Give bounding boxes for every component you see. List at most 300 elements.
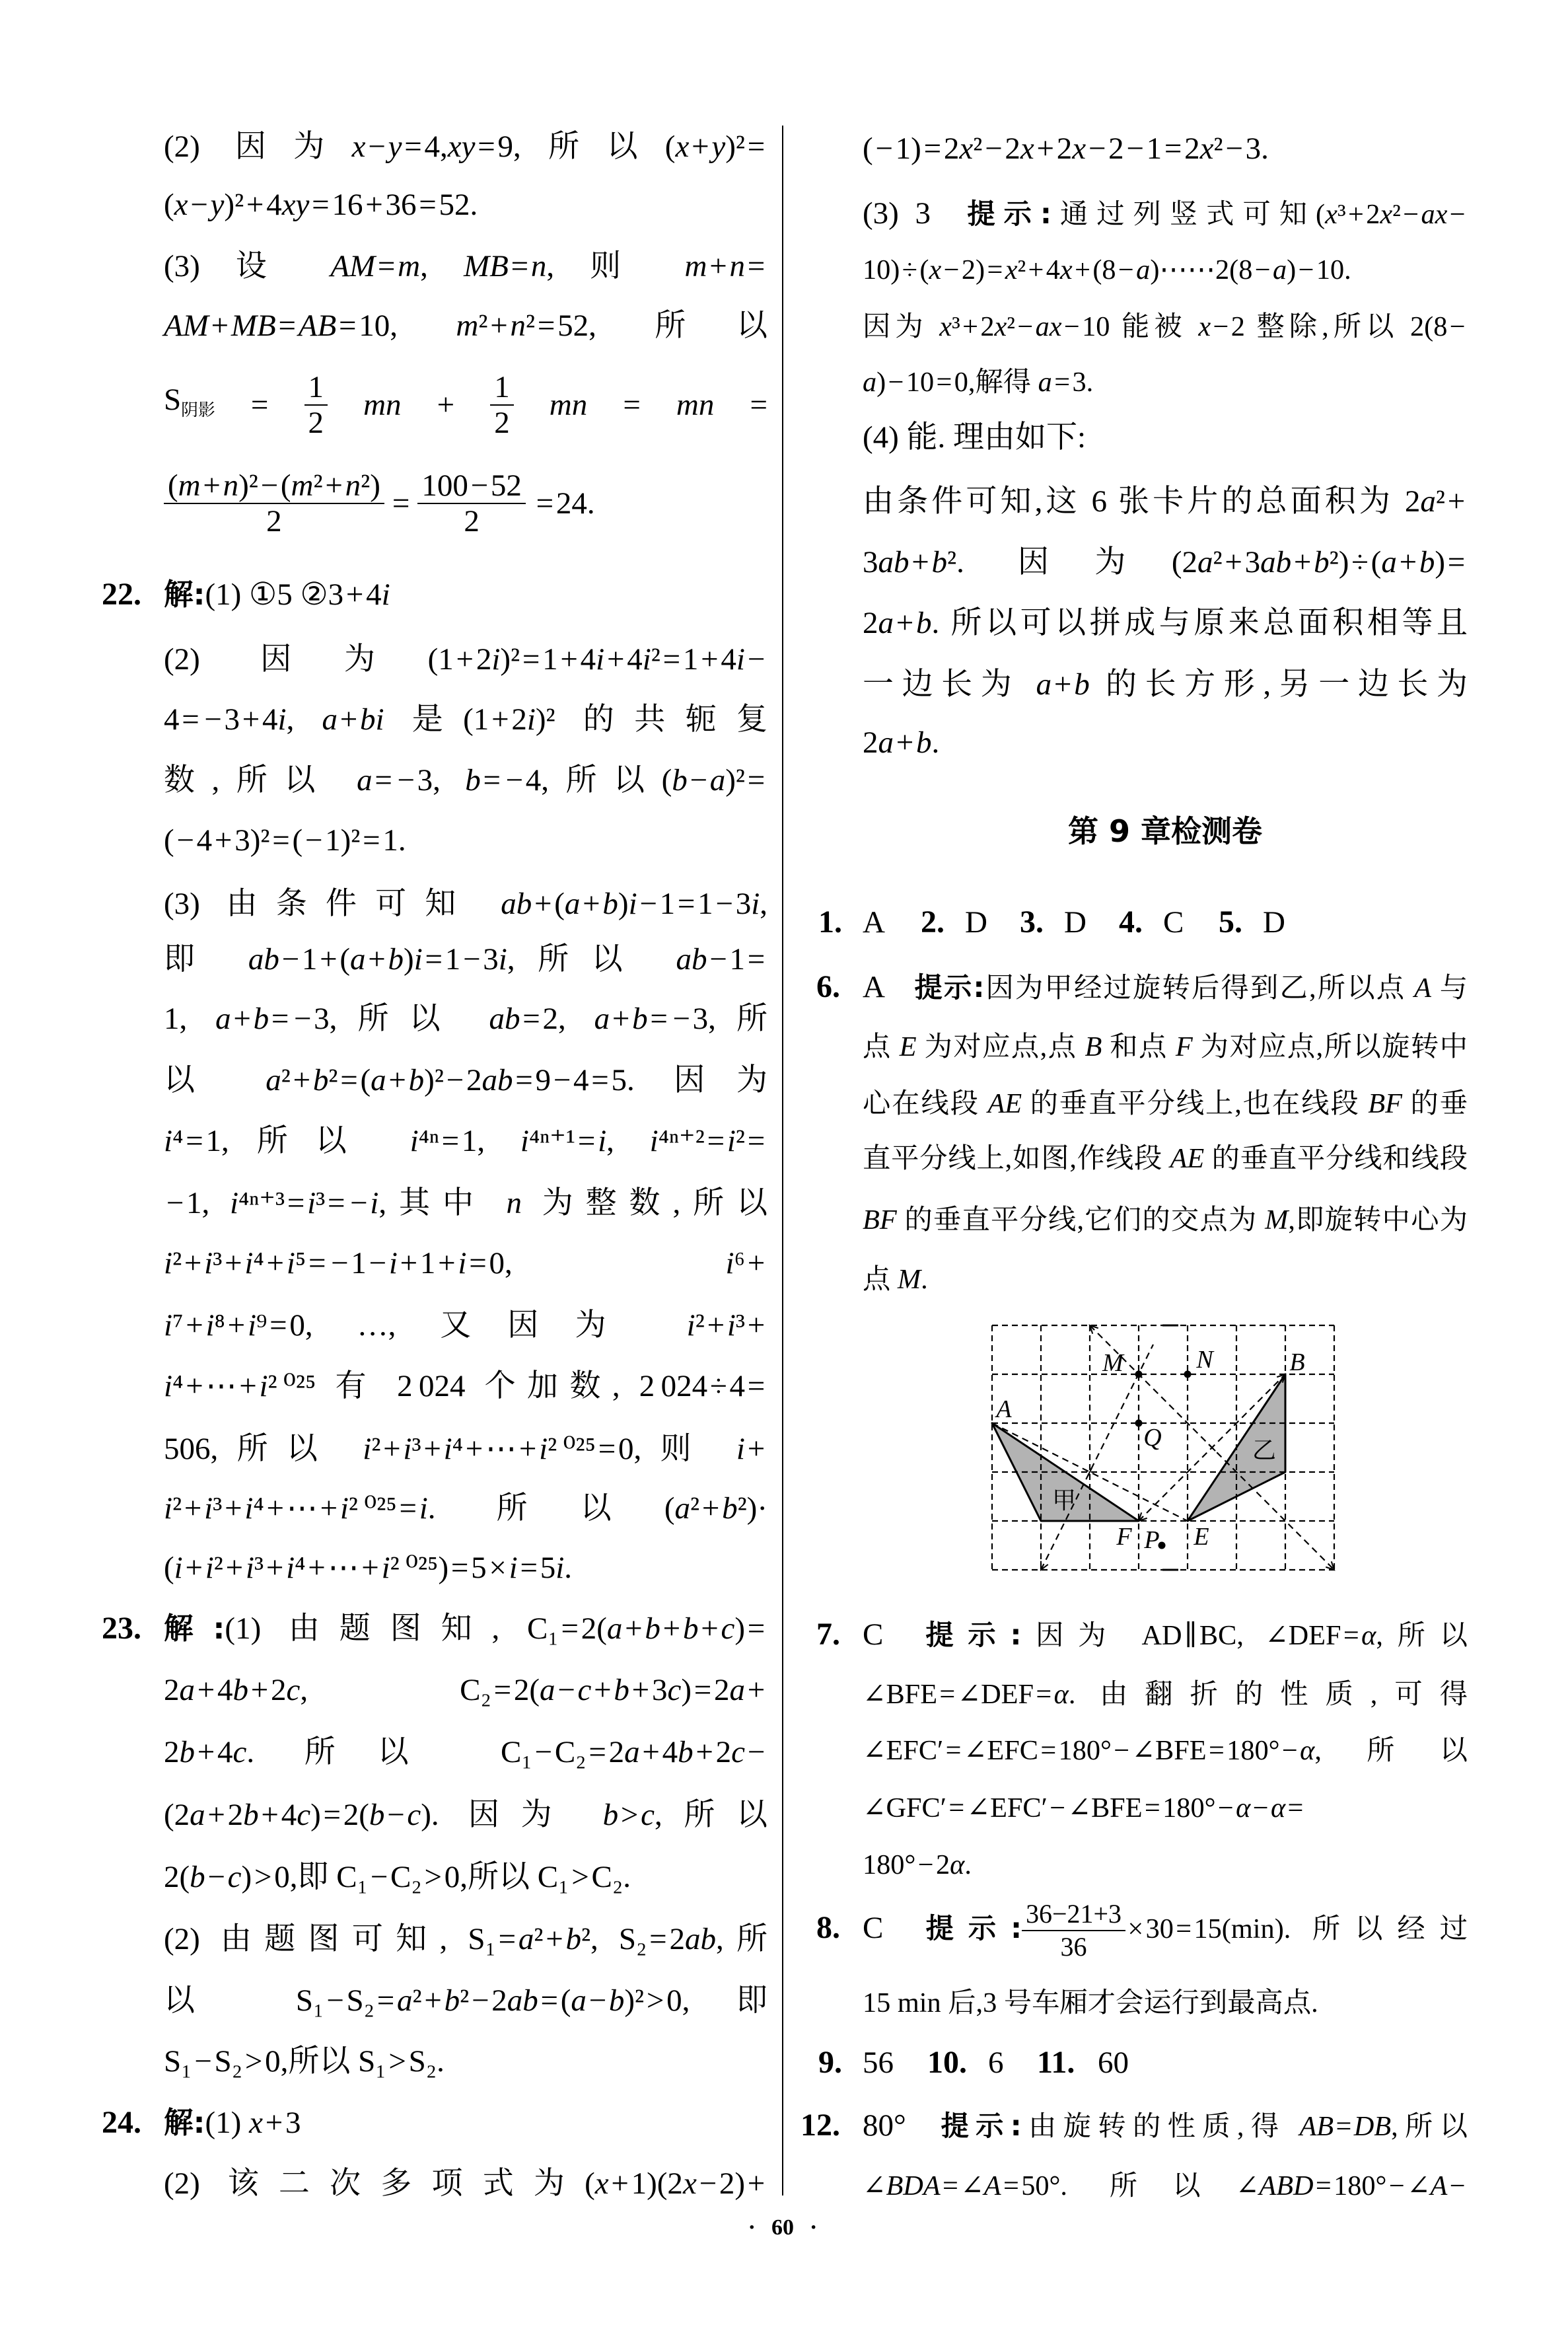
math-operator: = bbox=[650, 1002, 668, 1036]
question-first-line bbox=[816, 1895, 1468, 1962]
math-variable: S bbox=[295, 1983, 314, 2018]
math-operator: + bbox=[361, 1551, 379, 1585]
math-variable: a bbox=[357, 763, 373, 797]
math-operator: − bbox=[331, 1246, 349, 1280]
text-line: 由条件可知,这 6 张卡片的总面积为 2a²+ bbox=[863, 482, 1468, 521]
math-operator: = bbox=[1054, 367, 1071, 398]
question-number: 10. bbox=[927, 2045, 967, 2080]
text-line: i⁴=1,所以 i⁴ⁿ=1, i⁴ⁿ⁺¹=i, i⁴ⁿ⁺²=i²= bbox=[164, 1121, 767, 1161]
math-variable: xy bbox=[281, 188, 310, 222]
math-variable: a bbox=[518, 1922, 534, 1956]
math-operator: = bbox=[441, 1124, 460, 1158]
math-variable: b bbox=[565, 1922, 581, 1956]
hint-line bbox=[863, 1199, 1468, 1239]
text-line: i⁴+⋯+i² ⁰²⁵ 有 2 024 个加数, 2 024÷4= bbox=[164, 1366, 767, 1406]
math-operator: − bbox=[1063, 311, 1080, 342]
math-variable: x bbox=[1059, 254, 1073, 285]
math-variable: α bbox=[950, 1849, 965, 1880]
math-operator: − bbox=[917, 1849, 934, 1880]
math-operator: = bbox=[272, 823, 290, 858]
question-number: 3. bbox=[1020, 904, 1044, 940]
math-variable: BC bbox=[1199, 1620, 1237, 1651]
question-number: 24. bbox=[102, 2105, 141, 2140]
math-operator: = bbox=[649, 1922, 667, 1956]
math-operator: = bbox=[694, 1673, 712, 1707]
math-variable: m bbox=[684, 249, 707, 283]
math-operator: − bbox=[194, 2044, 212, 2079]
math-variable: xy bbox=[447, 129, 476, 164]
math-variable: i bbox=[204, 1491, 213, 1526]
math-variable: x bbox=[174, 188, 188, 222]
fill-answers-row bbox=[818, 2043, 1147, 2083]
math-variable: AM bbox=[330, 249, 376, 283]
math-operator: = bbox=[498, 1922, 517, 1956]
answer-text: (1) x+3 bbox=[205, 2106, 301, 2140]
text-line: 2b+4c. 所以 C₁−C₂=2a+4b+2c− bbox=[164, 1732, 767, 1772]
math-variable: b bbox=[602, 887, 618, 921]
math-variable: AB bbox=[1299, 2111, 1334, 2142]
text-line: (2) 由题图可知, S₁=a²+b², S₂=2ab,所 bbox=[164, 1922, 768, 1956]
equals-sign: = bbox=[623, 388, 641, 422]
answer-value: C bbox=[863, 1617, 884, 1652]
math-operator: − bbox=[1126, 131, 1144, 166]
page-number bbox=[684, 2211, 882, 2244]
term-mn: mn bbox=[549, 388, 588, 422]
math-operator: = bbox=[936, 367, 952, 398]
math-operator: = bbox=[1144, 1792, 1160, 1824]
math-variable: i bbox=[555, 1551, 565, 1585]
math-variable: a bbox=[1381, 545, 1397, 579]
math-operator: + bbox=[345, 577, 364, 612]
math-operator: − bbox=[699, 2166, 717, 2201]
column-divider bbox=[782, 126, 783, 2196]
math-operator: − bbox=[1449, 2170, 1466, 2201]
question-first-line bbox=[102, 575, 767, 614]
choice-answer bbox=[921, 903, 1020, 942]
math-operator: + bbox=[233, 1002, 251, 1036]
math-operator: − bbox=[1217, 1792, 1234, 1824]
answer-value: A bbox=[863, 970, 885, 1004]
answer-value: (3) 3 bbox=[863, 196, 931, 231]
math-operator: = bbox=[537, 309, 555, 343]
math-variable: c bbox=[577, 1673, 592, 1707]
math-operator: − bbox=[326, 1983, 344, 2018]
math-operator: + bbox=[1225, 545, 1242, 579]
math-variable: DEF bbox=[981, 1679, 1034, 1710]
math-operator: − bbox=[260, 468, 279, 503]
math-variable: m bbox=[398, 249, 421, 283]
math-variable: x bbox=[994, 311, 1007, 342]
math-variable: α bbox=[1236, 1792, 1251, 1824]
math-operator: + bbox=[911, 545, 929, 579]
math-variable: AE bbox=[987, 1088, 1022, 1119]
math-variable: ab bbox=[684, 1922, 716, 1956]
math-operator: − bbox=[888, 367, 904, 398]
math-operator: = bbox=[323, 1798, 341, 1832]
math-variable: b bbox=[614, 1673, 629, 1707]
math-variable: i bbox=[164, 1246, 173, 1280]
math-operator: = bbox=[923, 131, 942, 166]
hint-text: 直平分线上,如图,作线段 AE 的垂直平分线和线段 bbox=[863, 1143, 1468, 1174]
hint-label: 提示: bbox=[911, 1619, 1022, 1651]
math-operator: + bbox=[225, 1491, 242, 1526]
hint-text: 因为甲经过旋转后得到乙,所以点 A 与 bbox=[984, 973, 1468, 1004]
text-line: −1, i⁴ⁿ⁺³=i³= −i,其中 n 为整数,所以 bbox=[164, 1183, 767, 1223]
math-operator: − bbox=[1388, 2170, 1405, 2201]
math-variable: a bbox=[350, 942, 366, 977]
text-line: i⁷+i⁸+i⁹=0, …, 又因为 i²+i³+ bbox=[164, 1306, 767, 1345]
math-variable: F bbox=[1175, 1031, 1193, 1062]
question-number: 7. bbox=[816, 1617, 840, 1652]
answer-value: D bbox=[965, 905, 987, 940]
answer-value: A bbox=[863, 905, 885, 940]
math-variable: c bbox=[667, 1673, 682, 1707]
math-operator: + bbox=[211, 309, 229, 343]
math-variable: ab bbox=[248, 942, 279, 977]
hint-text: BF 的垂直平分线,它们的交点为 M,即旋转中心为 bbox=[863, 1204, 1468, 1236]
math-variable: B bbox=[1085, 1031, 1102, 1062]
solve-label: 解: bbox=[164, 577, 205, 612]
math-variable: ax bbox=[1035, 311, 1062, 342]
math-operator: = bbox=[450, 1551, 469, 1585]
math-variable: i bbox=[205, 1308, 215, 1343]
math-operator: − bbox=[1281, 1735, 1298, 1766]
hint-text: 10)÷(x−2)=x²+4x+(8−a)⋯⋯2(8−a)−10. bbox=[863, 254, 1351, 285]
math-variable: M bbox=[1265, 1204, 1289, 1236]
fraction-denominator: 2 bbox=[266, 504, 282, 538]
math-variable: b bbox=[645, 1611, 660, 1646]
math-operator: = bbox=[522, 1002, 540, 1036]
math-operator: + bbox=[747, 1308, 766, 1343]
math-operator: = bbox=[363, 823, 380, 858]
math-variable: i bbox=[598, 1124, 607, 1158]
equals-sign: = bbox=[750, 388, 767, 422]
math-operator: − bbox=[1225, 131, 1243, 166]
area-symbol bbox=[164, 367, 215, 443]
math-variable: c bbox=[297, 1798, 311, 1832]
label-Q: Q bbox=[1143, 1424, 1162, 1452]
math-operator: = bbox=[376, 1983, 395, 2018]
math-operator: + bbox=[293, 1063, 311, 1097]
math-variable: α bbox=[1300, 1735, 1315, 1766]
label-M: M bbox=[1102, 1349, 1123, 1377]
math-operator: + bbox=[423, 1432, 441, 1466]
math-operator: + bbox=[261, 1798, 279, 1832]
hint-label: 提示: bbox=[958, 198, 1051, 230]
math-variable: α bbox=[1361, 1620, 1376, 1651]
question-number: 23. bbox=[102, 1611, 141, 1646]
math-operator: = bbox=[577, 1124, 596, 1158]
math-operator: = bbox=[1208, 1735, 1225, 1766]
math-operator: + bbox=[250, 1673, 269, 1707]
math-variable: c bbox=[721, 1611, 735, 1646]
math-operator: = bbox=[1003, 2170, 1019, 2201]
choice-answer bbox=[818, 903, 921, 942]
math-variable: x bbox=[1005, 254, 1018, 285]
text-line: 506,所以 i²+i³+i⁴+⋯+i² ⁰²⁵=0,则 i+ bbox=[164, 1429, 767, 1469]
math-operator: = bbox=[278, 309, 297, 343]
math-operator: − bbox=[557, 1673, 575, 1707]
math-operator: − bbox=[281, 942, 300, 977]
math-variable: i bbox=[736, 1432, 745, 1466]
math-operator: + bbox=[560, 642, 578, 677]
math-operator: + bbox=[1399, 545, 1417, 579]
math-variable: a bbox=[1272, 254, 1287, 285]
math-variable: ab bbox=[507, 1983, 538, 2018]
math-variable: BF bbox=[863, 1204, 897, 1236]
math-variable: i bbox=[491, 642, 501, 677]
math-operator: − bbox=[370, 1860, 388, 1894]
math-operator: + bbox=[438, 1246, 456, 1280]
math-operator: = bbox=[1343, 1620, 1359, 1651]
math-operator: = bbox=[478, 129, 495, 164]
math-variable: M bbox=[897, 1264, 921, 1295]
area-result-formula bbox=[164, 470, 767, 536]
math-variable: c bbox=[731, 1735, 745, 1769]
math-operator: = bbox=[747, 1611, 766, 1646]
hint-text: ∠GFC′=∠EFC′−∠BFE=180°−α−α= bbox=[863, 1792, 1306, 1824]
math-variable: b bbox=[232, 1673, 249, 1707]
math-operator: + bbox=[611, 2166, 629, 2201]
math-operator: + bbox=[1075, 254, 1090, 285]
hint-text: 心在线段 AE 的垂直平分线上,也在线段 BF 的垂 bbox=[863, 1088, 1468, 1119]
math-variable: x bbox=[929, 254, 942, 285]
math-variable: x bbox=[1199, 131, 1214, 166]
math-variable: i bbox=[403, 1432, 412, 1466]
math-variable: AB bbox=[298, 309, 337, 343]
fill-answer bbox=[1037, 2043, 1147, 2083]
math-operator: + bbox=[709, 249, 727, 283]
math-operator: − bbox=[1213, 311, 1229, 342]
text-line: (2) 因为x−y=4,xy=9,所以(x+y)²= bbox=[164, 127, 767, 166]
term-mn: mn bbox=[676, 388, 715, 422]
math-operator: + bbox=[701, 1491, 720, 1526]
hint-line bbox=[863, 1787, 1468, 1827]
math-operator: > bbox=[424, 1860, 442, 1894]
math-variable: i bbox=[204, 1246, 213, 1280]
math-operator: > bbox=[388, 2044, 406, 2079]
math-variable: a bbox=[215, 1002, 231, 1036]
page-number-dot: · bbox=[810, 2215, 818, 2240]
math-operator: = bbox=[374, 763, 392, 797]
math-operator: = bbox=[948, 1792, 965, 1824]
math-operator: + bbox=[266, 1246, 285, 1280]
math-operator: = bbox=[287, 1186, 305, 1220]
math-variable: a bbox=[1038, 367, 1052, 398]
math-variable: i bbox=[286, 1246, 295, 1280]
question-first-line bbox=[816, 1615, 1468, 1654]
math-variable: a bbox=[540, 1673, 555, 1707]
math-variable: i bbox=[339, 1491, 349, 1526]
math-variable: b bbox=[608, 1983, 625, 2018]
math-operator: = bbox=[1040, 1735, 1057, 1766]
math-operator: − bbox=[747, 1735, 766, 1769]
math-operator: > bbox=[646, 1983, 664, 2018]
math-operator: = bbox=[515, 1063, 533, 1097]
hint-text: ∠EFC′=∠EFC=180°−∠BFE=180°−α,所以 bbox=[863, 1735, 1468, 1766]
math-operator: − bbox=[1017, 311, 1034, 342]
math-variable: i bbox=[277, 702, 287, 737]
math-operator: + bbox=[1053, 667, 1072, 702]
math-variable: n bbox=[345, 468, 361, 503]
math-variable: x bbox=[249, 2106, 263, 2140]
math-variable: ab bbox=[501, 887, 532, 921]
math-variable: i bbox=[244, 1246, 254, 1280]
math-operator: + bbox=[692, 129, 709, 164]
math-variable: C bbox=[501, 1735, 522, 1769]
math-operator: = bbox=[404, 129, 422, 164]
math-operator: − bbox=[639, 887, 657, 921]
hint-line bbox=[863, 1844, 1468, 1884]
hint-text: 点 M. bbox=[863, 1264, 928, 1295]
math-operator: − bbox=[176, 823, 194, 858]
math-operator: − bbox=[397, 763, 415, 797]
rotation-figure bbox=[978, 1308, 1347, 1586]
question-number: 11. bbox=[1037, 2045, 1075, 2080]
math-operator: − bbox=[1114, 1735, 1130, 1766]
math-operator: = bbox=[747, 249, 766, 283]
math-operator: + bbox=[896, 725, 914, 760]
unit-text: min bbox=[1230, 1913, 1275, 1944]
math-operator: + bbox=[625, 1611, 643, 1646]
math-operator: + bbox=[246, 188, 264, 222]
math-variable: b bbox=[369, 1798, 385, 1832]
math-variable: n bbox=[530, 249, 547, 283]
math-variable: ab bbox=[481, 1063, 513, 1097]
answer-text: (1) 由题图知, C₁=2(a+b+b+c)= bbox=[225, 1611, 767, 1646]
equals-sign: = bbox=[250, 388, 269, 422]
math-variable: b bbox=[632, 1002, 648, 1036]
math-operator: = bbox=[747, 129, 766, 164]
text-line: 一边长为 a+b 的长方形,另一边长为 bbox=[863, 667, 1468, 702]
math-operator: − bbox=[369, 1246, 387, 1280]
math-operator: + bbox=[594, 1673, 612, 1707]
math-variable: b bbox=[1314, 545, 1330, 579]
math-operator: + bbox=[546, 1922, 563, 1956]
math-operator: = bbox=[328, 1186, 345, 1220]
math-variable: i bbox=[229, 1186, 238, 1220]
text-line: (2) 因为(1+2i)²=1+4i+4i²=1+4i− bbox=[164, 640, 767, 679]
math-operator: − bbox=[553, 1063, 571, 1097]
math-operator: + bbox=[186, 1308, 203, 1343]
math-operator: − bbox=[1449, 199, 1466, 230]
text-line: 1, a+b= −3,所以 ab=2, a+b= −3,所 bbox=[164, 1002, 768, 1036]
math-variable: a bbox=[179, 1673, 195, 1707]
fraction-numerator: 1 bbox=[304, 371, 328, 406]
math-variable: i bbox=[649, 1124, 659, 1158]
math-operator: − bbox=[588, 1983, 607, 2018]
math-variable: b bbox=[682, 1611, 699, 1646]
math-variable: b bbox=[465, 763, 481, 797]
math-variable: i bbox=[307, 1186, 316, 1220]
choice-answer bbox=[1020, 903, 1119, 942]
math-variable: BFE bbox=[1155, 1735, 1207, 1766]
math-variable: b bbox=[1419, 545, 1435, 579]
math-operator: > bbox=[620, 1798, 639, 1832]
math-operator: + bbox=[456, 642, 474, 677]
math-operator: + bbox=[612, 1002, 630, 1036]
math-variable: n bbox=[729, 249, 745, 283]
math-operator: + bbox=[1348, 199, 1364, 230]
math-operator: + bbox=[695, 1735, 713, 1769]
text-line: (x−y)²+4xy=16+36=52. bbox=[164, 188, 478, 222]
math-variable: x bbox=[959, 131, 974, 166]
math-operator: + bbox=[1293, 545, 1312, 579]
math-operator: = bbox=[747, 763, 766, 797]
text-line: (−1)=2x²−2x+2x−2−1=2x²−3. bbox=[863, 131, 1269, 166]
math-variable: i bbox=[727, 1308, 736, 1343]
math-operator: ÷ bbox=[902, 254, 917, 285]
math-variable: a bbox=[674, 1491, 690, 1526]
math-variable: a bbox=[1136, 254, 1151, 285]
hint-text: 点 E 为对应点,点 B 和点 F 为对应点,所以旋转中 bbox=[863, 1031, 1468, 1062]
question-number: 6. bbox=[816, 969, 840, 1004]
math-variable: m bbox=[178, 468, 201, 503]
math-operator: + bbox=[186, 1369, 203, 1403]
math-variable: S bbox=[358, 2044, 376, 2079]
math-operator: − bbox=[985, 131, 1003, 166]
math-variable: MB bbox=[463, 249, 509, 283]
math-operator: − bbox=[293, 1002, 312, 1036]
math-variable: a bbox=[878, 725, 894, 760]
math-operator: = bbox=[338, 309, 357, 343]
math-operator: + bbox=[266, 1551, 284, 1585]
answer-value: C bbox=[863, 1911, 884, 1945]
area-subscript: 阴影 bbox=[181, 400, 215, 420]
math-operator: − bbox=[304, 823, 323, 858]
label-P: P bbox=[1144, 1526, 1160, 1554]
text-line: 以 S₁−S₂=a²+b²−2ab=(a−b)²>0,即 bbox=[164, 1983, 767, 2018]
math-operator: = bbox=[540, 1983, 558, 2018]
question-number: 22. bbox=[102, 577, 141, 612]
math-variable: ax bbox=[1421, 199, 1448, 230]
math-operator: − bbox=[463, 942, 481, 977]
math-operator: − bbox=[1050, 1792, 1066, 1824]
math-variable: a bbox=[878, 606, 894, 640]
question-number: 8. bbox=[816, 1910, 840, 1945]
math-variable: a bbox=[266, 1063, 281, 1097]
math-operator: − bbox=[1118, 254, 1134, 285]
math-variable: BDA bbox=[886, 2170, 941, 2201]
math-operator: − bbox=[470, 468, 489, 503]
math-variable: c bbox=[227, 1860, 242, 1894]
math-variable: b bbox=[678, 1735, 694, 1769]
math-operator: + bbox=[225, 1246, 242, 1280]
math-operator: − bbox=[1252, 1792, 1269, 1824]
math-variable: EFC bbox=[987, 1735, 1038, 1766]
math-operator: + bbox=[197, 1673, 215, 1707]
math-variable: i bbox=[174, 1551, 183, 1585]
math-variable: S bbox=[164, 2044, 182, 2079]
answer-value: D bbox=[1263, 905, 1285, 940]
math-variable: EFC bbox=[990, 1792, 1042, 1824]
math-variable: i bbox=[736, 642, 745, 677]
math-operator: + bbox=[203, 468, 221, 503]
math-operator: + bbox=[320, 1491, 338, 1526]
shaded-area-formula bbox=[164, 372, 767, 438]
question-number: 1. bbox=[818, 904, 842, 940]
math-operator: − bbox=[190, 188, 208, 222]
math-operator: − bbox=[505, 763, 523, 797]
math-variable: i bbox=[370, 1186, 379, 1220]
math-operator: = bbox=[308, 1246, 326, 1280]
hint-line bbox=[863, 1674, 1468, 1713]
fraction-numerator: (m+n)²−(m²+n²) bbox=[164, 470, 384, 504]
text-line: 即 ab−1+(a+b)i=1−3i,所以 ab−1= bbox=[164, 940, 767, 979]
math-operator: + bbox=[197, 1735, 215, 1769]
math-operator: + bbox=[1447, 484, 1466, 519]
math-variable: i bbox=[539, 1432, 548, 1466]
